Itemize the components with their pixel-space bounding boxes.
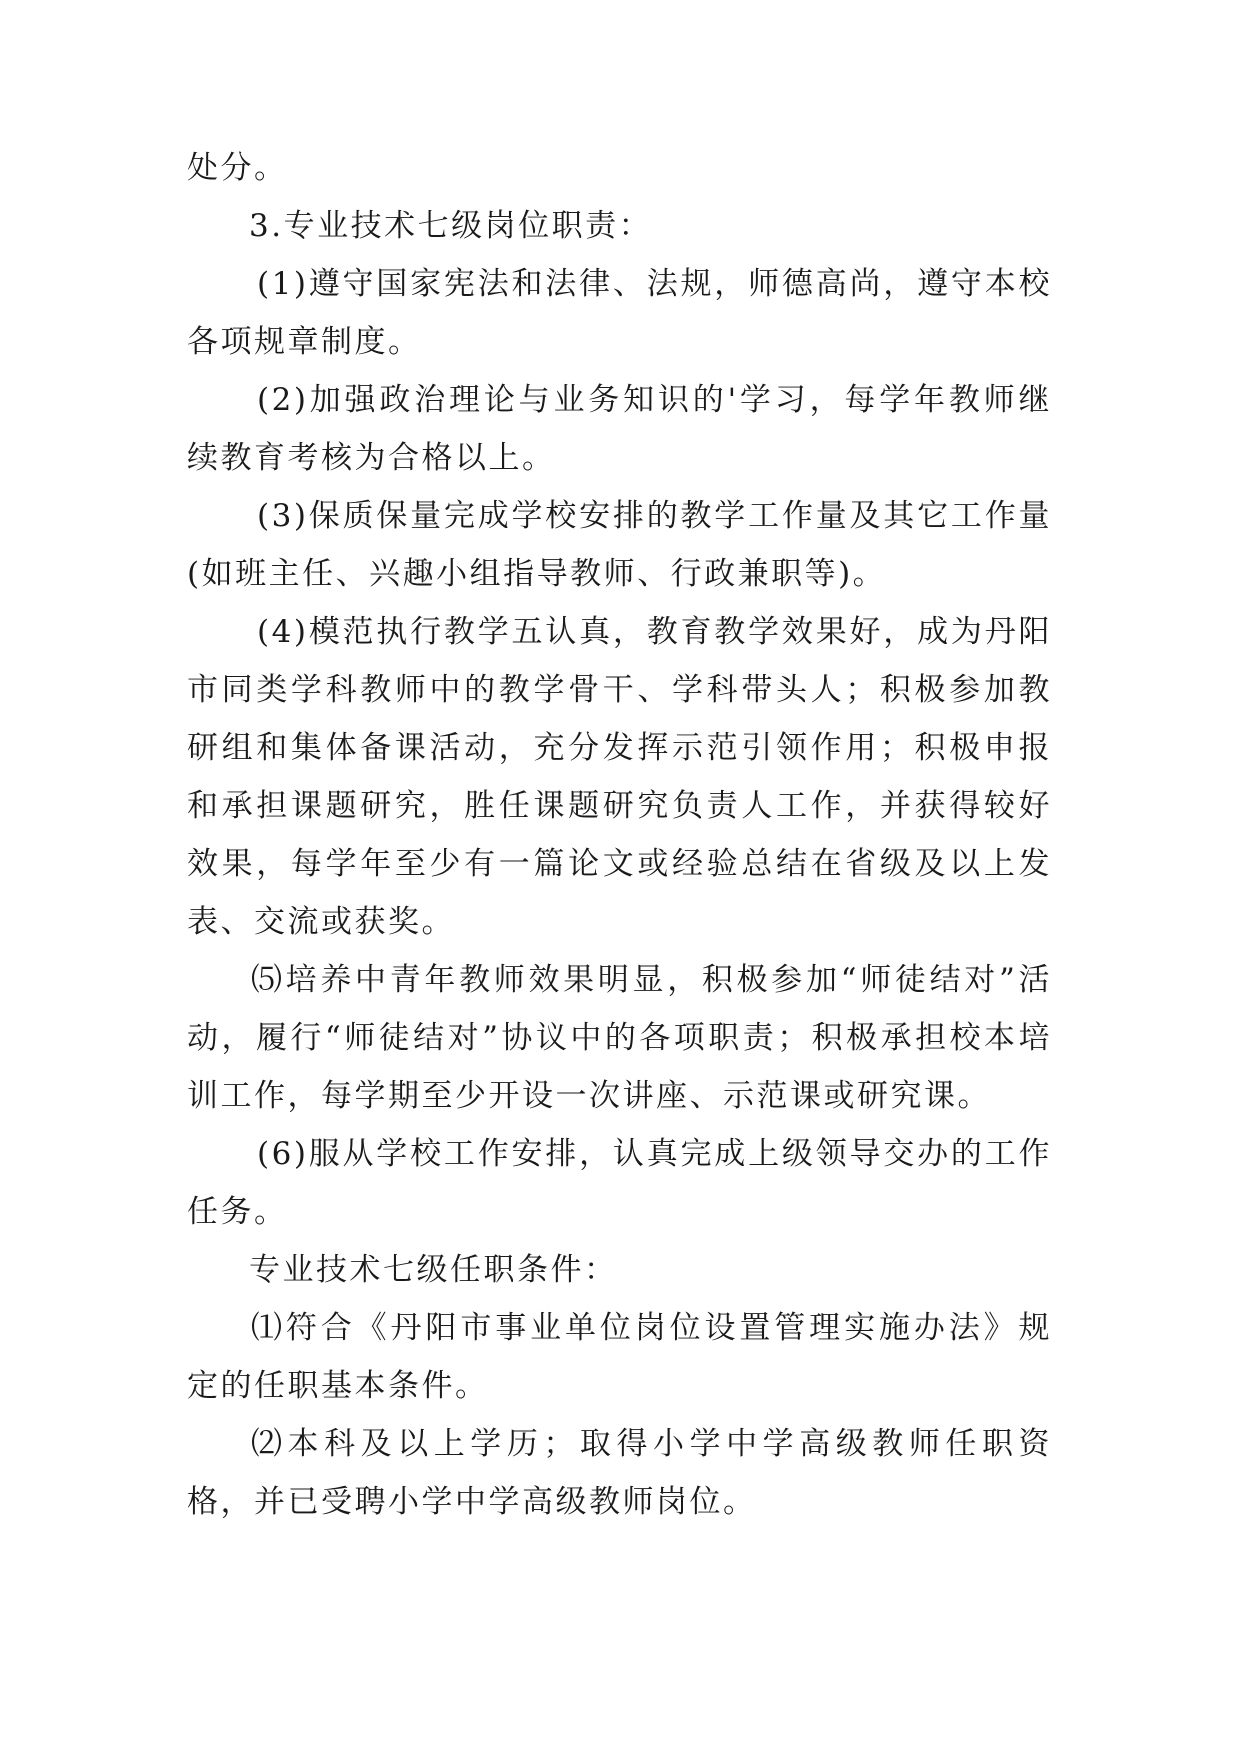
duty-item-2: (2)加强政治理论与业务知识的'学习，每学年教师继续教育考核为合格以上。 [187, 382, 1052, 476]
duty-item-6: (6)服从学校工作安排，认真完成上级领导交办的工作任务。 [187, 1136, 1052, 1230]
duty-item-4: (4)模范执行教学五认真，教育教学效果好，成为丹阳市同类学科教师中的教学骨干、学科带头人；积极参加教研组和集体备课活动，充分发挥示范引领作用；积极申报和承担课题研究，胜任课题研究负责人工作，并获得较好效果，每学年至少有一篇论文或经验总结在省级及以上发表、交流或获奖。 [187, 614, 1052, 940]
condition-item-1: ⑴符合《丹阳市事业单位岗位设置管理实施办法》规定的任职基本条件。 [187, 1310, 1052, 1404]
section-heading-duties: 3.专业技术七级岗位职责： [249, 208, 653, 244]
duty-item-3: (3)保质保量完成学校安排的教学工作量及其它工作量(如班主任、兴趣小组指导教师、行政兼职等)。 [187, 498, 1052, 592]
condition-item-2: ⑵本科及以上学历；取得小学中学高级教师任职资格，并已受聘小学中学高级教师岗位。 [187, 1426, 1052, 1520]
section-heading-conditions: 专业技术七级任职条件： [249, 1252, 618, 1288]
paragraph-continuation: 处分。 [187, 150, 288, 186]
duty-item-5: ⑸培养中青年教师效果明显，积极参加“师徒结对”活动，履行“师徒结对”协议中的各项职责；积极承担校本培训工作，每学期至少开设一次讲座、示范课或研究课。 [187, 962, 1052, 1114]
duty-item-1: (1)遵守国家宪法和法律、法规，师德高尚，遵守本校各项规章制度。 [187, 266, 1052, 360]
